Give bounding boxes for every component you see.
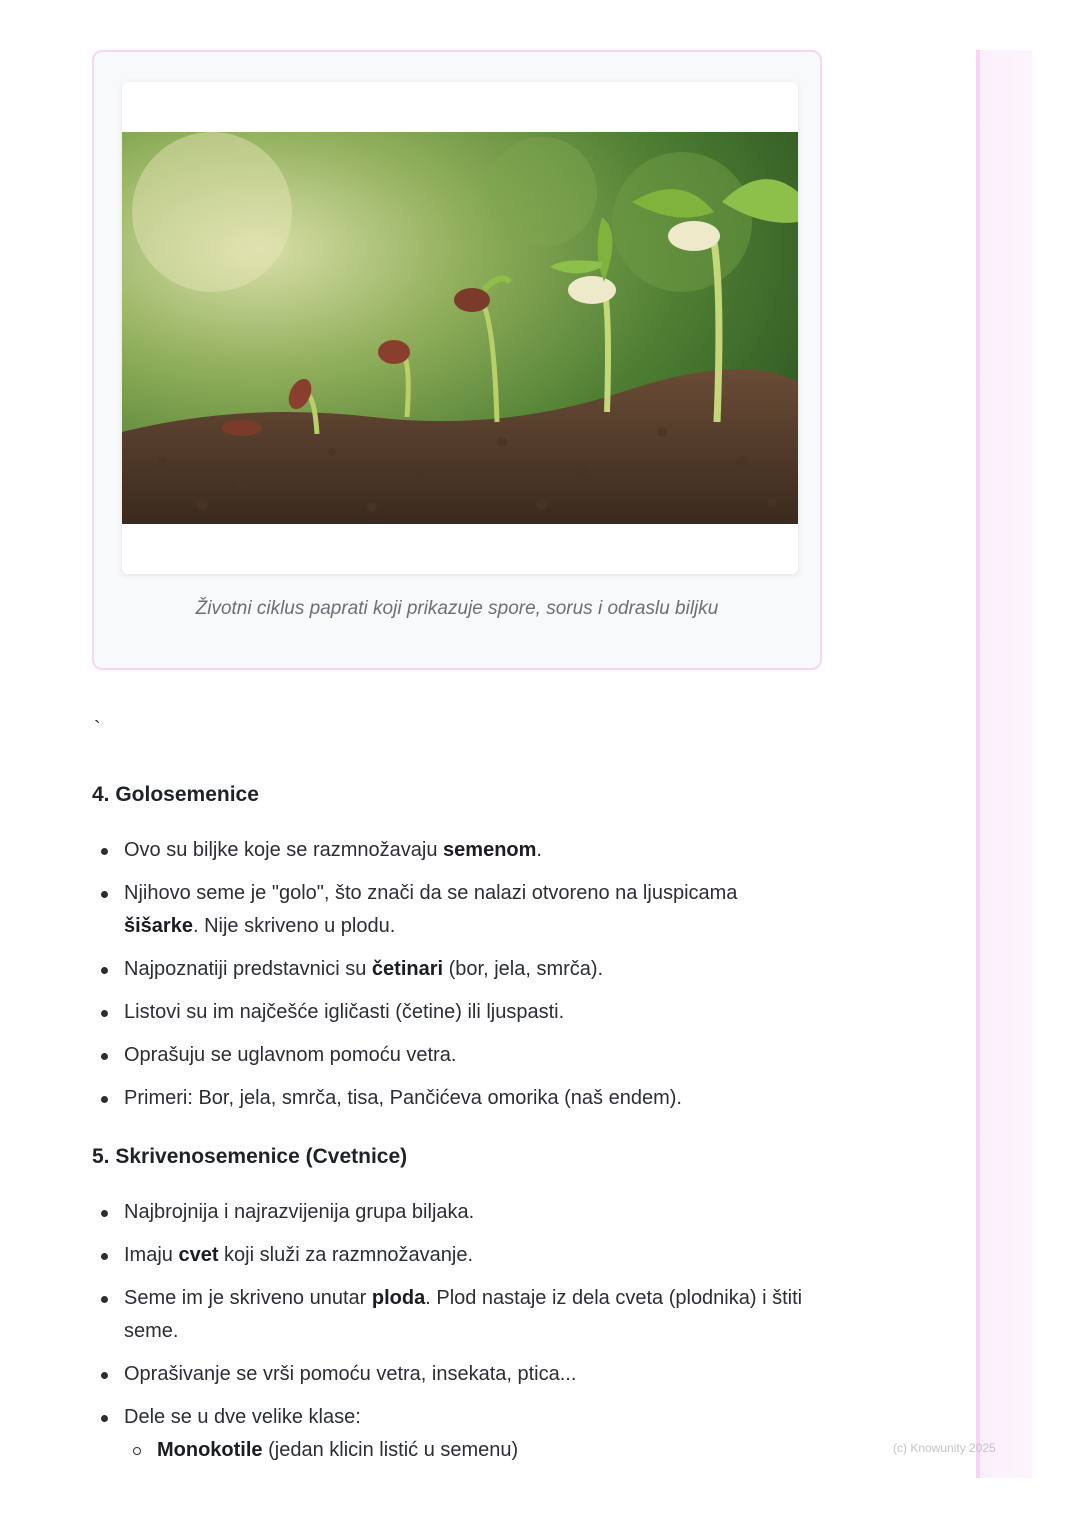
sub-list [124, 1434, 812, 1467]
stray-character: ` [94, 718, 101, 740]
list-item: Listovi su im najčešće igličasti (četine) ili ljuspasti. [92, 996, 812, 1029]
list-item: Dele se u dve velike klase: Monokotile (jedan klicin listić u semenu) [92, 1401, 812, 1467]
seedling-image [122, 132, 798, 524]
copyright-footer: (c) Knowunity 2025 [893, 1441, 996, 1455]
list-item: Najbrojnija i najrazvijenija grupa biljaka. [92, 1196, 812, 1229]
section-heading-golosemenice: 4. Golosemenice [92, 783, 259, 806]
figure-card [92, 50, 822, 670]
figure-caption: Životni ciklus paprati koji prikazuje spore, sorus i odraslu biljku [195, 598, 719, 619]
list-item: Primeri: Bor, jela, smrča, tisa, Pančićeva omorika (naš endem). [92, 1082, 812, 1115]
list-item: Imaju cvet koji služi za razmnožavanje. [92, 1239, 812, 1272]
list-item: Seme im je skriveno unutar ploda. Plod nastaje iz dela cveta (plodnika) i štiti seme. [92, 1282, 812, 1348]
list-item: Ovo su biljke koje se razmnožavaju semenom. [92, 834, 812, 867]
side-decoration-strip [976, 50, 1032, 1478]
figure-image-frame [122, 82, 798, 574]
sub-list-item: Monokotile (jedan klicin listić u semenu) [124, 1434, 812, 1467]
skrivenosemenice-list [92, 1196, 812, 1477]
section-heading-skrivenosemenice: 5. Skrivenosemenice (Cvetnice) [92, 1145, 408, 1168]
list-item: Njihovo seme je "golo", što znači da se nalazi otvoreno na ljuspicama šišarke. Nije skriveno u plodu. [92, 877, 812, 943]
golosemenice-list [92, 834, 812, 1125]
list-item: Oprašivanje se vrši pomoću vetra, insekata, ptica... [92, 1358, 812, 1391]
list-item: Najpoznatiji predstavnici su četinari (bor, jela, smrča). [92, 953, 812, 986]
list-item: Oprašuju se uglavnom pomoću vetra. [92, 1039, 812, 1072]
